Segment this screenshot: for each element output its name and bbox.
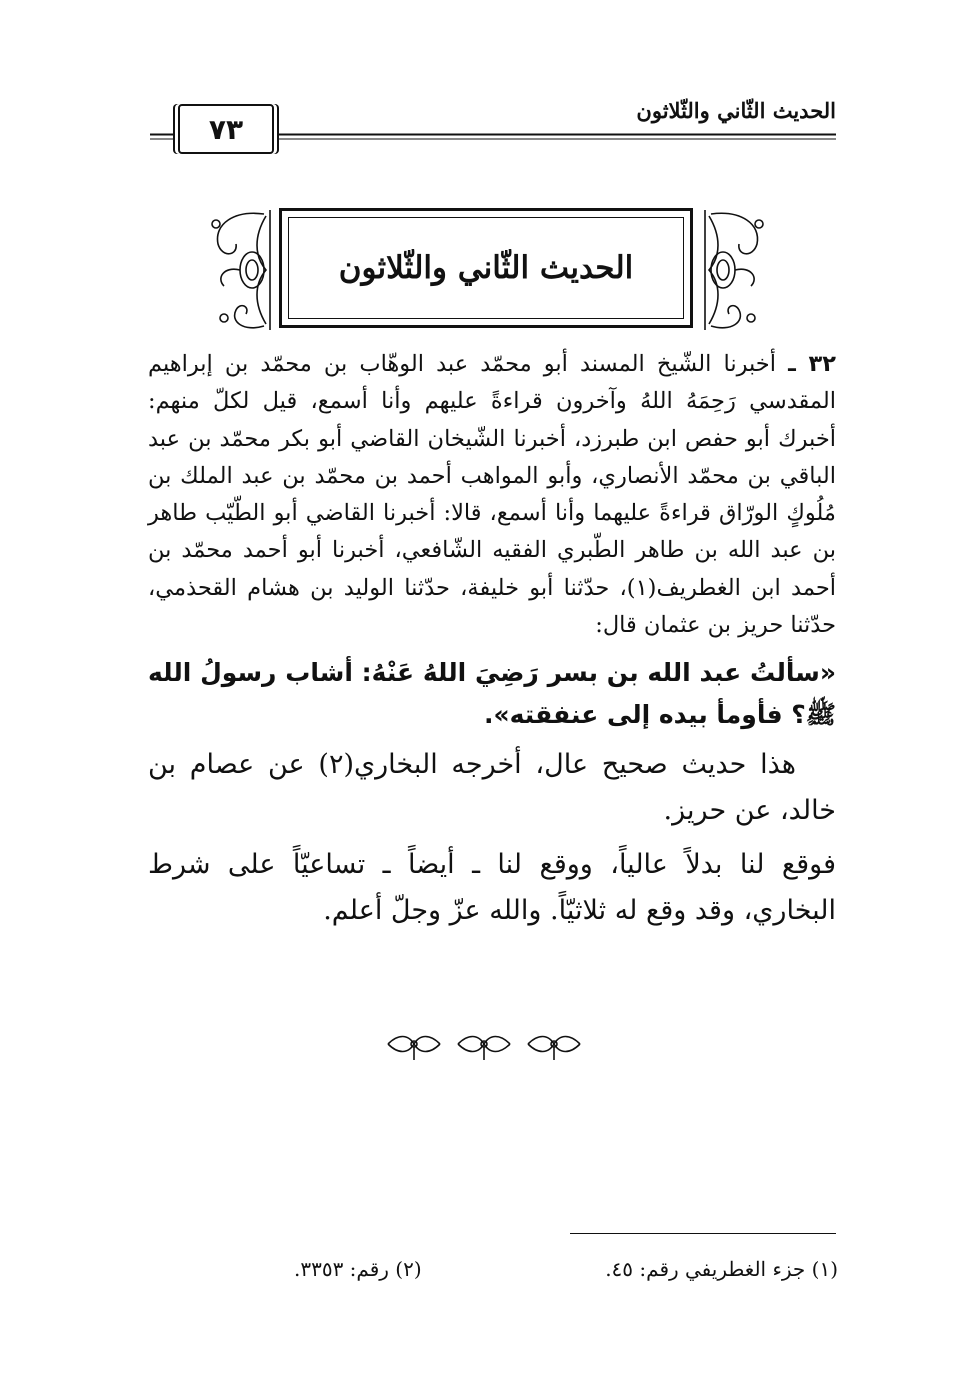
hadith-text: «سألتُ عبد الله بن بسر رَضِيَ اللهُ عَنْهُ: أشاب رسولُ الله ﷺ؟ فأومأ بيده إلى عنفقته». [148, 658, 836, 730]
ornamental-divider [378, 1030, 588, 1066]
page-number: ٧٣ [208, 112, 244, 146]
right-flourish-ornament [697, 206, 771, 334]
footnote-1: (١) جزء الغطريفي رقم: ٤٥. [605, 1257, 838, 1281]
page-number-box [178, 104, 274, 154]
chapter-title-frame [279, 208, 693, 328]
isnad-text: أخبرنا الشّيخ المسند أبو محمّد عبد الوهّاب بن محمّد بن إبراهيم المقدسي رَحِمَهُ اللهُ وآخرون قراءةً عليهم وأنا أسمع، قيل لكلّ منهم: أخبرك أبو حفص ابن طبرزد، أخبرنا الشّيخان القاضي أبو بكر محمّد بن عبد الباقي بن محمّد الأنصاري، وأبو المواهب أحمد بن محمّد بن عبد الملك بن مُلُوكٍ الورّاق قراءةً عليهما وأنا أسمع، قالا: أخبرنا القاضي أبو الطّيّب طاهر بن عبد الله بن طاهر الطّبري الفقيه الشّافعي، أخبرنا أبو أحمد محمّد بن أحمد ابن الغطريف(١)، حدّثنا أبو خليفة، حدّثنا الوليد بن هشام القحذمي، حدّثنا حريز بن عثمان قال: [148, 351, 836, 639]
hadith-number: ٣٢ ـ [788, 351, 837, 377]
footnote-separator [570, 1233, 836, 1234]
running-header-title: الحديث الثّاني والثّلاثون [636, 98, 836, 123]
main-text [148, 346, 836, 934]
chapter-title: الحديث الثّاني والثّلاثون [338, 250, 634, 286]
footnote-2: (٢) رقم: ٣٣٥٣. [294, 1257, 422, 1281]
isnad-paragraph [148, 346, 836, 644]
left-flourish-ornament [204, 206, 278, 334]
closing-paragraph: فوقع لنا بدلاً عالياً، ووقع لنا ـ أيضاً ـ تساعيّاً على شرط البخاري، وقد وقع له ثلاثيّاً. والله عزّ وجلّ أعلم. [148, 849, 836, 927]
grading-paragraph: هذا حديث صحيح عال، أخرجه البخاري(٢) عن عصام بن خالد، عن حريز. [148, 749, 836, 827]
chapter-title-inner-frame [288, 217, 684, 319]
